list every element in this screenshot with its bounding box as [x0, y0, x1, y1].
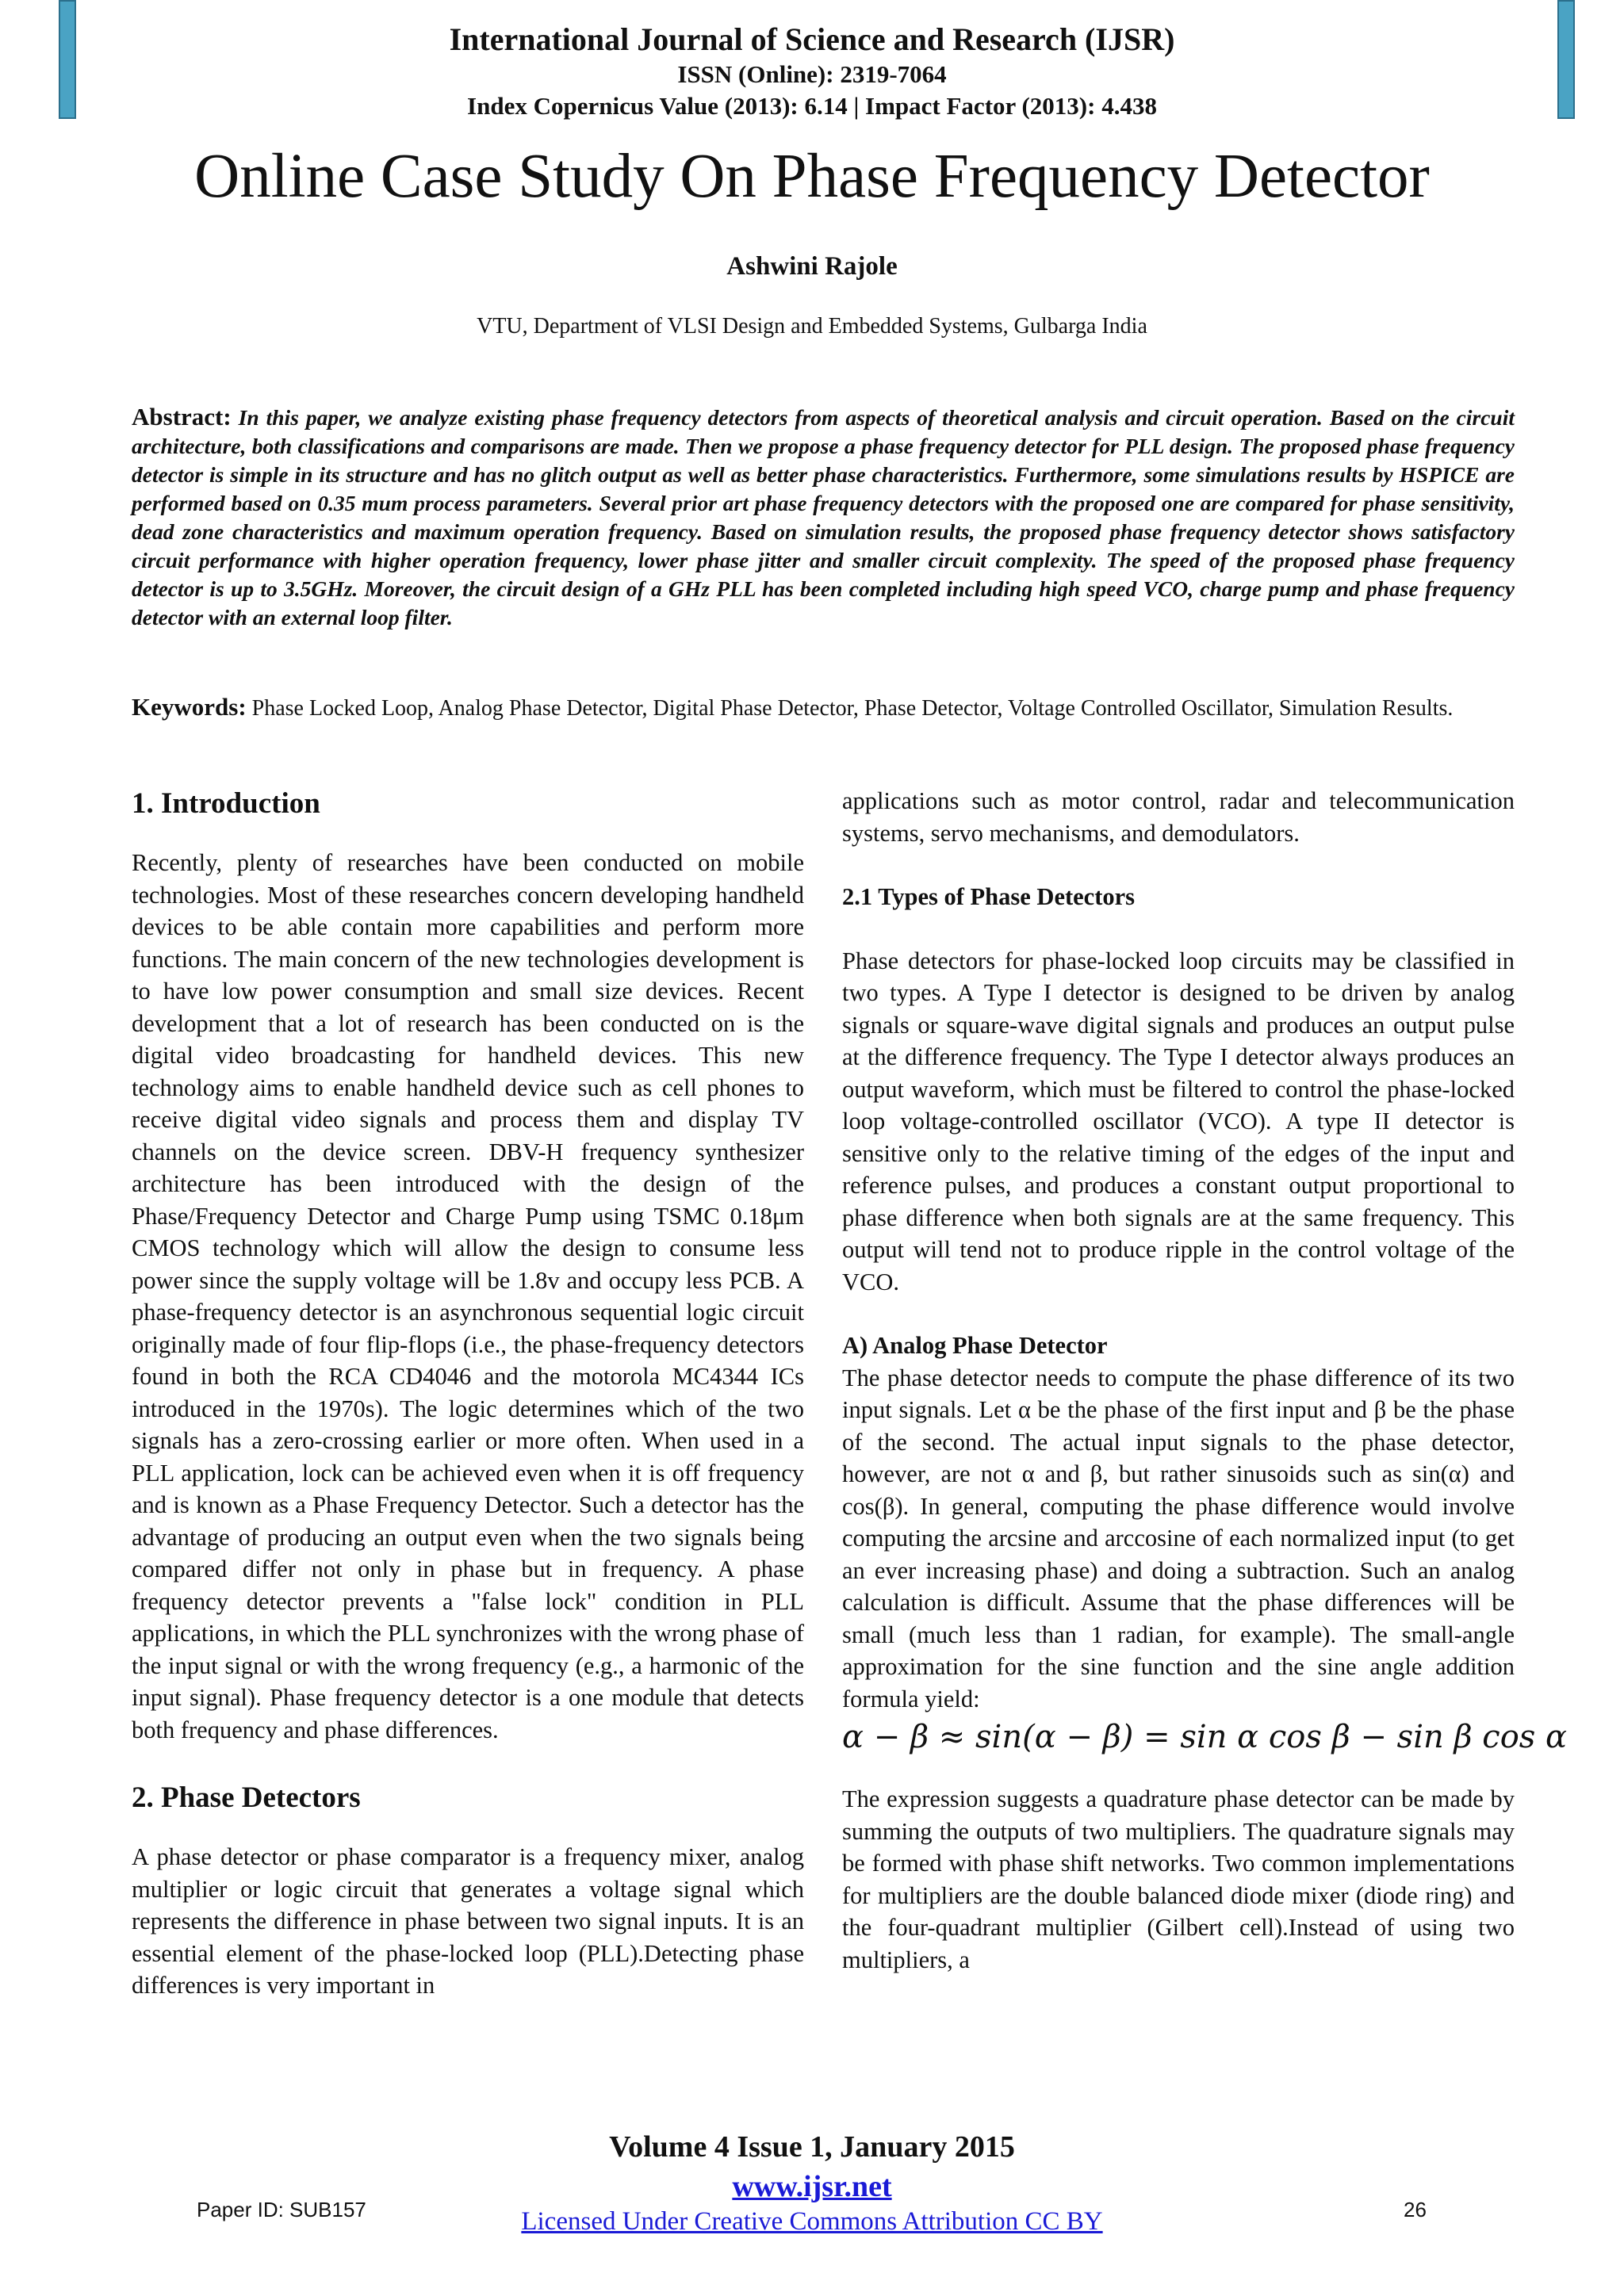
paper-author: Ashwini Rajole [726, 252, 898, 281]
keywords-label: Keywords: [132, 693, 247, 721]
section-2-paragraph: A phase detector or phase comparator is a frequency mixer, analog multiplier or logic circuit that generates a voltage signal which represents the difference in phase between two signal inputs. It is an essential element of the phase-locked loop (PLL).Detecting phase differences is very important in [132, 1843, 804, 1999]
abstract-text: In this paper, we analyze existing phase frequency detectors from aspects of theoretical analysis and circuit operation. Based on the circuit architecture, both classifications and comparisons are made. Then we propose a phase frequency detector for PLL design. The proposed phase frequency detector is simple in its structure and has no glitch output as well as better phase characteristics. Furthermore, some simulations results by HSPICE are performed based on 0.35 mum process parameters. Several prior art phase frequency detectors with the proposed one are compared for phase sensitivity, dead zone characteristics and maximum operation frequency. Based on simulation results, the proposed phase frequency detector shows satisfactory circuit performance with higher operation frequency, lower phase jitter and smaller circuit complexity. The speed of the proposed phase frequency detector is up to 3.5GHz. Moreover, the circuit design of a GHz PLL has been completed including high speed VCO, charge pump and phase frequency detector with an external loop filter. [132, 405, 1515, 629]
left-column [132, 785, 804, 2002]
section-1-heading: 1. Introduction [132, 787, 320, 820]
paper-title: Online Case Study On Phase Frequency Detector [194, 142, 1430, 211]
journal-issn: ISSN (Online): 2319-7064 [677, 60, 947, 88]
section-2-1-paragraph: Phase detectors for phase-locked loop circuits may be classified in two types. A Type I detector is designed to be driven by analog signals or square-wave digital signals and produces an output pulse at the difference frequency. The Type I detector always produces an output waveform, which must be filtered to control the phase-locked loop voltage-controlled oscillator (VCO). A type II detector is sensitive only to the relative timing of the edges of the input and reference pulses, and produces a constant output proportional to phase difference when both signals are at the same frequency. This output will tend not to produce ripple in the control voltage of the VCO. [842, 947, 1515, 1295]
section-1-paragraph: Recently, plenty of researches have been conducted on mobile technologies. Most of these researches concern developing handheld devices to be able contain more capabilities and perform more functions. The main concern of the new technologies development is to have low power consumption and small size devices. Recent development that a lot of research has been conducted on is the digital video broadcasting for handheld devices. This new technology aims to enable handheld device such as cell phones to receive digital video signals and process them and display TV channels on the device screen. DBV-H frequency synthesizer architecture has been introduced with the design of the Phase/Frequency Detector and Charge Pump using TSMC 0.18μm CMOS technology which will allow the design to consume less power since the supply voltage will be 1.8v and occupy less PCB. A phase-frequency detector is an asynchronous sequential logic circuit originally made of four flip-flops (i.e., the phase-frequency detectors found in both the RCA CD4046 and the motorola MC4344 ICs introduced in the 1970s). The logic determines which of the two signals has a zero-crossing earlier or more often. When used in a PLL application, lock can be achieved even when it is off frequency and is known as a Phase Frequency Detector. Such a detector has the advantage of producing an output even when the two signals being compared differ not only in phase but in frequency. A phase frequency detector prevents a "false lock" condition in PLL applications, in which the PLL synchronizes with the wrong phase of the input signal or with the wrong frequency (e.g., a harmonic of the input signal). Phase frequency detector is a one module that detects both frequency and phase differences. [132, 849, 804, 1743]
section-2-heading: 2. Phase Detectors [132, 1781, 361, 1814]
section-2-1-heading: 2.1 Types of Phase Detectors [842, 883, 1136, 910]
abstract-label: Abstract: [132, 403, 232, 430]
journal-index: Index Copernicus Value (2013): 6.14 | Impact Factor (2013): 4.438 [467, 92, 1157, 120]
paper-id: Paper ID: SUB157 [197, 2198, 366, 2221]
license-link[interactable]: Licensed Under Creative Commons Attribution CC BY [521, 2207, 1103, 2236]
abstract [132, 403, 1515, 632]
section-a-paragraph-2: The expression suggests a quadrature phase detector can be made by summing the outputs of two multipliers. The quadrature signals may be formed with phase shift networks. Two common implementations for multipliers are the double balanced diode mixer (diode ring) and the four-quadrant multiplier (Gilbert cell).Instead of using two multipliers, a [842, 1785, 1515, 1973]
footer-volume: Volume 4 Issue 1, January 2015 [609, 2130, 1015, 2164]
section-2-paragraph-continued: applications such as motor control, radar and telecommunication systems, servo mechanisms, and demodulators. [842, 787, 1515, 847]
section-a-paragraph: The phase detector needs to compute the phase difference of its two input signals. Let α be the phase of the first input and β be the phase of the second. The actual input signals to the phase detector, however, are not α and β, but rather sinusoids such as sin(α) and cos(β). In general, computing the phase difference would involve computing the arcsine and arccosine of each normalized input (to get an ever increasing phase) and doing a subtraction. Such an analog calculation is difficult. Assume that the phase differences will be small (much less than 1 radian, for example). The small-angle approximation for the sine function and the sine angle addition formula yield: [842, 1364, 1515, 1712]
page-number: 26 [1404, 2198, 1427, 2221]
phase-difference-formula: α − β ≈ sin(α − β) = sin α cos β − sin β cos α [842, 1719, 1568, 1755]
journal-website-link[interactable]: www.ijsr.net [732, 2170, 892, 2203]
journal-name: International Journal of Science and Research (IJSR) [449, 21, 1175, 57]
section-a-heading: A) Analog Phase Detector [842, 1332, 1108, 1359]
keywords [132, 693, 1515, 723]
right-column [842, 785, 1568, 1976]
keywords-text: Phase Locked Loop, Analog Phase Detector, Digital Phase Detector, Phase Detector, Voltage Controlled Oscillator, Simulation Results. [251, 696, 1454, 721]
paper-affiliation: VTU, Department of VLSI Design and Embedded Systems, Gulbarga India [477, 314, 1147, 339]
